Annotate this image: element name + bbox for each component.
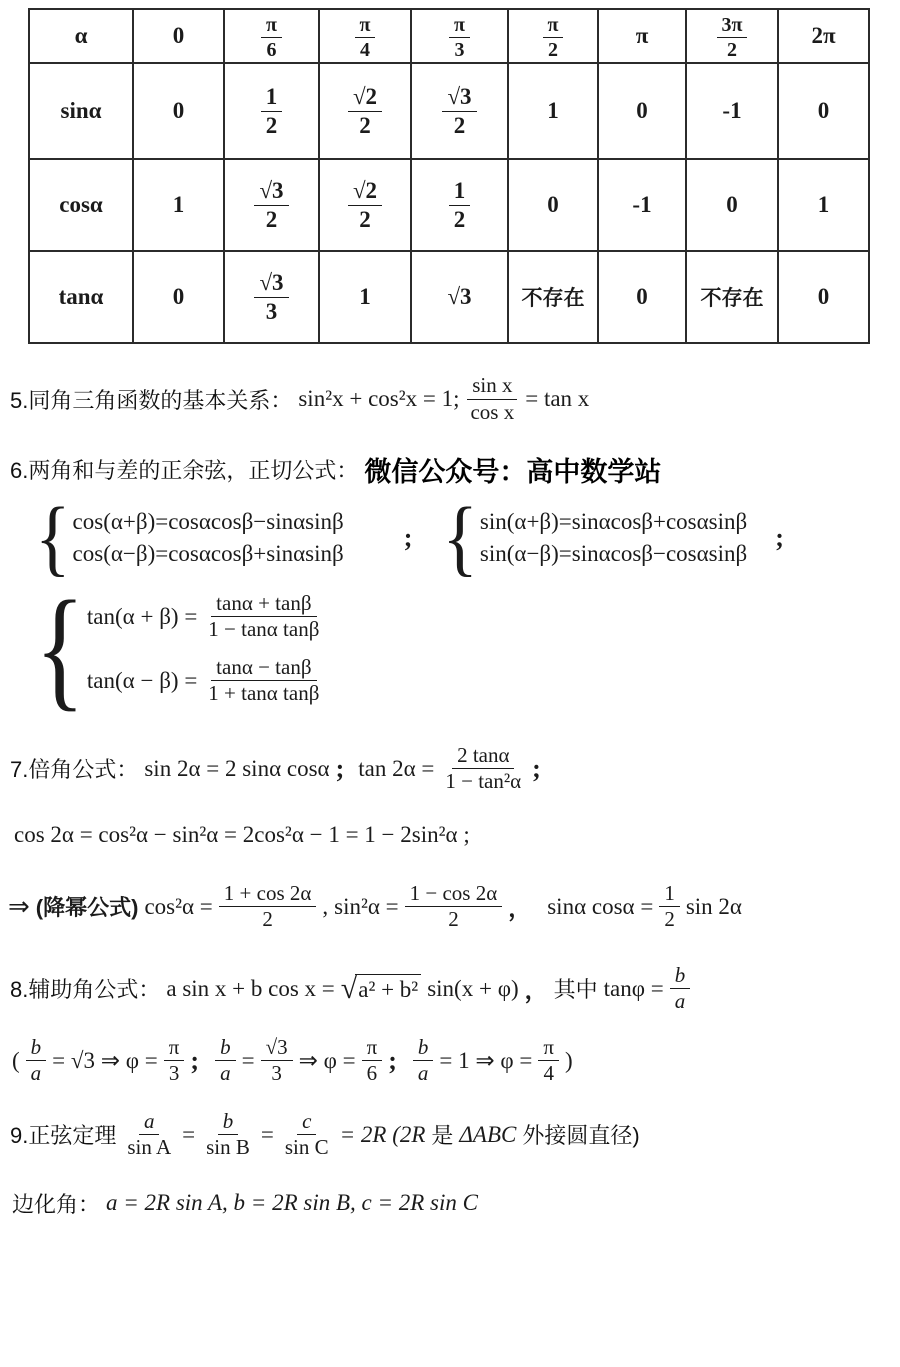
table-cell	[411, 159, 508, 251]
table-cell	[508, 9, 598, 63]
two-r-tail: = 2R (2R	[339, 1121, 426, 1147]
case2-mid: ⇒ φ =	[298, 1047, 356, 1073]
tanphi-lhs: tanφ =	[603, 975, 664, 1001]
cell-value: 2π	[811, 23, 836, 48]
aux-lhs: a sin x + b cos x =	[166, 975, 335, 1001]
row-header-cos	[29, 159, 133, 251]
table-cell	[319, 9, 411, 63]
table-cell	[133, 251, 224, 343]
section-6-heading	[10, 450, 900, 489]
fraction: $\frac{\tan\alpha + \tan\beta}{\text{1 − tanα tanβ}}$	[208, 590, 320, 642]
comma: ，	[508, 896, 532, 922]
table-cell	[598, 251, 686, 343]
side-angle-label: 边化角：	[12, 1191, 101, 1217]
cell-value: 0	[726, 192, 738, 217]
table-cell	[778, 9, 869, 63]
table-cell	[686, 251, 778, 343]
cell-value: 0	[636, 284, 648, 309]
fraction: $\frac{b}{\text{sin B}}$	[206, 1108, 250, 1160]
fraction: $\frac{b}{a}$	[670, 964, 691, 1014]
table-cell	[411, 251, 508, 343]
table-cell	[319, 251, 411, 343]
sincos-lhs: sinα cosα =	[547, 893, 654, 919]
identity-eq: sin²x + cos²x = 1;	[298, 386, 460, 412]
cell-value: -1	[722, 98, 742, 123]
fraction: $\frac{√3}{3}$	[261, 1036, 293, 1086]
separator-semicolon: ;	[532, 753, 541, 783]
cell-value: 1	[817, 192, 830, 217]
case2-eq: =	[241, 1047, 255, 1073]
cos-squared-lhs: cos²α =	[144, 893, 213, 919]
fraction: $\frac{\pi}{2}$	[543, 14, 564, 62]
separator-semicolon: ;	[775, 523, 784, 553]
row-header-tan	[29, 251, 133, 343]
phi-cases-line	[12, 1036, 900, 1086]
square-root	[340, 971, 421, 1005]
fraction: $\frac{\pi}{4}$	[538, 1036, 559, 1086]
table-cell	[319, 63, 411, 159]
tan2a-lhs: tan 2α =	[358, 755, 435, 781]
table-row-cos	[29, 159, 869, 251]
left-brace: {	[35, 573, 85, 724]
cell-value: 0	[817, 98, 830, 123]
fraction: $\frac{1 + \cos 2\alpha}{2}$	[219, 882, 317, 932]
equals: =	[260, 1121, 274, 1147]
cell-value: 0	[172, 98, 185, 123]
table-cell	[778, 251, 869, 343]
table-cell	[411, 63, 508, 159]
sin-system	[442, 490, 748, 586]
table-cell	[686, 159, 778, 251]
fraction: $\frac{√2}{2}$	[348, 178, 382, 233]
separator-semicolon: ;	[388, 1045, 397, 1075]
table-cell	[133, 159, 224, 251]
cos-sin-systems	[35, 490, 900, 586]
row-header-sin	[29, 63, 133, 159]
cos2a-formula-line	[14, 822, 900, 848]
tan-diff-lhs: tan(α − β) =	[86, 667, 198, 693]
identity-tail: = tan x	[525, 386, 590, 412]
cell-value: 0	[172, 284, 185, 309]
equals: =	[182, 1121, 196, 1147]
cell-value: π	[635, 23, 649, 48]
table-cell	[224, 159, 319, 251]
table-cell	[778, 159, 869, 251]
table-cell	[508, 63, 598, 159]
section-7-label: 7.倍角公式：	[10, 757, 139, 783]
table-cell	[508, 159, 598, 251]
wechat-watermark: 微信公众号：高中数学站	[364, 457, 662, 488]
tan-system	[35, 573, 900, 724]
cell-value: 1	[547, 98, 559, 123]
section-9-law-of-sines	[10, 1110, 900, 1160]
fraction: $\frac{b}{a}$	[215, 1036, 236, 1086]
fraction: $\frac{b}{a}$	[413, 1036, 434, 1086]
power-reduction-label: (降幂公式)	[35, 895, 139, 921]
triangle-abc: ΔABC	[459, 1121, 517, 1147]
case3-eq: = 1 ⇒ φ =	[439, 1047, 533, 1073]
cell-value: 1	[359, 284, 371, 309]
fraction: $\frac{3\pi}{2}$	[717, 14, 748, 62]
special-angle-table	[28, 8, 870, 344]
tan-sum-lhs: tan(α + β) =	[86, 603, 198, 629]
cell-value: 0	[636, 98, 648, 123]
section-9-label: 9.正弦定理	[10, 1123, 117, 1149]
fraction: $\frac{c}{\text{sin C}}$	[284, 1108, 329, 1160]
sin-squared-lhs: sin²α =	[334, 893, 399, 919]
table-cell	[598, 159, 686, 251]
fraction: $\frac{a}{\text{sin A}}$	[127, 1108, 172, 1160]
fraction: $\frac{2 \tan\alpha}{\text{1 − tan²α}}$	[445, 742, 522, 794]
fraction: $\frac{√3}{2}$	[442, 84, 476, 139]
aux-mid: sin(x + φ)	[427, 975, 519, 1001]
row-header-alpha	[29, 9, 133, 63]
fraction: $\frac{\pi}{4}$	[355, 14, 376, 62]
side-angle-line	[12, 1188, 900, 1219]
table-cell	[319, 159, 411, 251]
section-5-label: 5.同角三角函数的基本关系：	[10, 387, 293, 413]
fraction: $\frac{1}{2}$	[449, 178, 471, 233]
fraction: $\frac{1 - \cos 2\alpha}{2}$	[405, 882, 503, 932]
separator-semicolon: ;	[335, 753, 345, 783]
tan-sum-formula	[87, 592, 330, 642]
close-paren: )	[565, 1047, 573, 1073]
tan-diff-formula	[87, 656, 330, 706]
circumcircle-label: 外接圆直径)	[522, 1123, 640, 1149]
qizhong-label: 其中	[553, 977, 598, 1003]
cell-value: 0	[172, 23, 185, 48]
cell-value: -1	[632, 192, 652, 217]
tan-label: tanα	[58, 284, 104, 309]
section-5-identities	[10, 374, 900, 424]
sin-diff-formula: sin(α−β)=sinαcosβ−cosαsinβ	[479, 541, 748, 567]
cos-system	[35, 490, 344, 586]
radicand: a² + b²	[355, 974, 421, 1004]
table-row-alpha	[29, 9, 869, 63]
section-8-auxiliary	[10, 964, 900, 1014]
undefined-label: 不存在	[700, 287, 764, 310]
section-8-label: 8.辅助角公式：	[10, 977, 161, 1003]
side-angle-eq: a = 2R sin A, b = 2R sin B, c = 2R sin C	[106, 1190, 478, 1216]
fraction: $\frac{√3}{3}$	[254, 270, 288, 325]
fraction: $\frac{√3}{2}$	[254, 178, 288, 233]
radical-sign: √	[340, 971, 358, 1005]
open-paren: (	[12, 1047, 20, 1073]
sin-label: sinα	[60, 98, 102, 123]
table-row-tan	[29, 251, 869, 343]
table-cell	[133, 63, 224, 159]
separator-semicolon: ;	[403, 523, 413, 553]
left-brace: {	[442, 490, 478, 586]
cos2a-formula: cos 2α = cos²α − sin²α = 2cos²α − 1 = 1 − 2sin²α ;	[14, 821, 470, 847]
table-cell	[133, 9, 224, 63]
power-reduction-line	[8, 882, 900, 932]
fraction: $\frac{\text{sin x}}{\text{cos x}}$	[465, 374, 519, 424]
table-cell	[598, 63, 686, 159]
cos-sum-formula: cos(α+β)=cosαcosβ−sinαsinβ	[72, 509, 344, 535]
undefined-label: 不存在	[521, 287, 585, 310]
cos-diff-formula: cos(α−β)=cosαcosβ+sinαsinβ	[72, 541, 344, 567]
comma: ,	[322, 893, 329, 919]
fraction: $\frac{\pi}{6}$	[362, 1036, 383, 1086]
table-cell	[411, 9, 508, 63]
fraction: $\frac{√2}{2}$	[348, 84, 382, 139]
shi-label: 是	[431, 1123, 454, 1149]
cos-label: cosα	[59, 192, 103, 217]
table-cell	[778, 63, 869, 159]
fraction: $\frac{\pi}{6}$	[261, 14, 282, 62]
fraction: $\frac{\pi}{3}$	[449, 14, 470, 62]
table-cell	[508, 251, 598, 343]
table-cell	[686, 9, 778, 63]
section-6-label: 6.两角和与差的正余弦，正切公式：	[10, 458, 359, 484]
alpha-label: α	[74, 23, 88, 48]
table-cell	[686, 63, 778, 159]
cell-value: 0	[547, 192, 559, 217]
cell-value: √3	[447, 284, 472, 309]
sin2a-formula: sin 2α = 2 sinα cosα	[144, 755, 330, 781]
comma: ，	[524, 977, 548, 1004]
section-7-double-angle	[10, 744, 900, 794]
table-cell	[598, 9, 686, 63]
separator-semicolon: ;	[190, 1045, 200, 1075]
left-brace: {	[35, 490, 71, 586]
fraction: $\frac{1}{2}$	[659, 882, 680, 932]
table-cell	[224, 251, 319, 343]
fraction: $\frac{\tan\alpha - \tan\beta}{\text{1 + tanα tanβ}}$	[208, 654, 320, 706]
table-cell	[224, 9, 319, 63]
fraction: $\frac{\pi}{3}$	[164, 1036, 185, 1086]
table-row-sin	[29, 63, 869, 159]
fraction: $\frac{1}{2}$	[261, 84, 283, 139]
cell-value: 1	[172, 192, 185, 217]
sin-sum-formula: sin(α+β)=sinαcosβ+cosαsinβ	[479, 509, 748, 535]
sincos-tail: sin 2α	[685, 893, 742, 919]
cell-value: 0	[817, 284, 830, 309]
implies-arrow: ⇒	[8, 891, 30, 921]
fraction: $\frac{b}{a}$	[26, 1036, 47, 1086]
case1-eq: = √3 ⇒ φ =	[52, 1047, 158, 1073]
table-cell	[224, 63, 319, 159]
